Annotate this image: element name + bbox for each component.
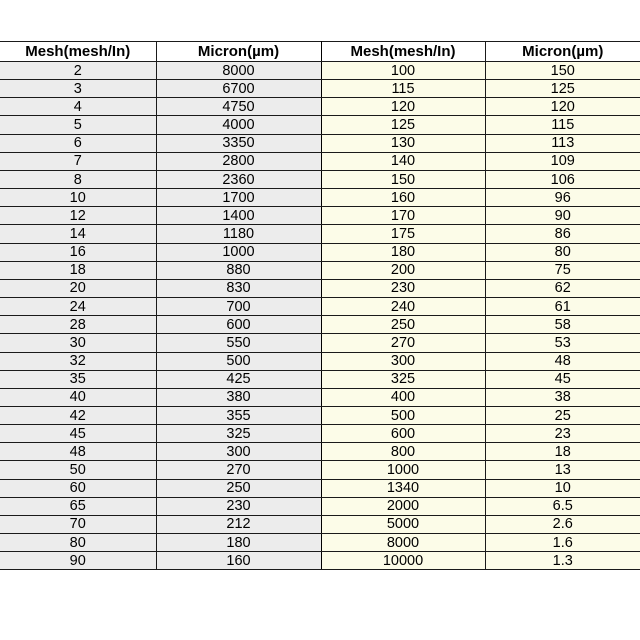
table-row [0, 334, 640, 352]
mesh-right-cell: 5000 [321, 515, 485, 533]
table-row [0, 189, 640, 207]
micron-right-cell: 38 [485, 388, 640, 406]
micron-right-cell: 86 [485, 225, 640, 243]
mesh-left-cell: 65 [0, 497, 156, 515]
mesh-left-cell: 8 [0, 170, 156, 188]
mesh-right-cell: 140 [321, 152, 485, 170]
micron-left-cell: 270 [156, 461, 321, 479]
header-micron-left: Micron(µm) [156, 42, 321, 62]
mesh-left-cell: 42 [0, 406, 156, 424]
mesh-left-cell: 24 [0, 298, 156, 316]
micron-right-cell: 53 [485, 334, 640, 352]
mesh-right-cell: 160 [321, 189, 485, 207]
header-micron-right: Micron(µm) [485, 42, 640, 62]
mesh-left-cell: 28 [0, 316, 156, 334]
micron-right-cell: 25 [485, 406, 640, 424]
micron-left-cell: 500 [156, 352, 321, 370]
mesh-left-cell: 70 [0, 515, 156, 533]
table-row [0, 98, 640, 116]
table-row [0, 62, 640, 80]
mesh-left-cell: 6 [0, 134, 156, 152]
micron-left-cell: 300 [156, 443, 321, 461]
micron-right-cell: 13 [485, 461, 640, 479]
mesh-left-cell: 20 [0, 279, 156, 297]
table-row [0, 388, 640, 406]
table-row [0, 443, 640, 461]
mesh-left-cell: 5 [0, 116, 156, 134]
mesh-right-cell: 240 [321, 298, 485, 316]
mesh-left-cell: 30 [0, 334, 156, 352]
table-row [0, 497, 640, 515]
mesh-right-cell: 180 [321, 243, 485, 261]
table-row [0, 134, 640, 152]
micron-left-cell: 1700 [156, 189, 321, 207]
table-row [0, 170, 640, 188]
micron-right-cell: 75 [485, 261, 640, 279]
mesh-left-cell: 16 [0, 243, 156, 261]
mesh-right-cell: 1000 [321, 461, 485, 479]
mesh-right-cell: 400 [321, 388, 485, 406]
mesh-right-cell: 170 [321, 207, 485, 225]
table-row [0, 243, 640, 261]
micron-left-cell: 250 [156, 479, 321, 497]
mesh-left-cell: 50 [0, 461, 156, 479]
table-row [0, 534, 640, 552]
mesh-right-cell: 150 [321, 170, 485, 188]
mesh-left-cell: 14 [0, 225, 156, 243]
mesh-left-cell: 80 [0, 534, 156, 552]
table-row [0, 352, 640, 370]
micron-right-cell: 90 [485, 207, 640, 225]
micron-right-cell: 23 [485, 425, 640, 443]
table-row [0, 261, 640, 279]
micron-left-cell: 4000 [156, 116, 321, 134]
header-mesh-left: Mesh(mesh/In) [0, 42, 156, 62]
mesh-right-cell: 125 [321, 116, 485, 134]
micron-left-cell: 380 [156, 388, 321, 406]
micron-right-cell: 115 [485, 116, 640, 134]
table-row [0, 461, 640, 479]
header-row [0, 42, 640, 62]
mesh-right-cell: 250 [321, 316, 485, 334]
micron-left-cell: 6700 [156, 80, 321, 98]
micron-left-cell: 1180 [156, 225, 321, 243]
table-row [0, 370, 640, 388]
table-body [0, 62, 640, 570]
mesh-right-cell: 500 [321, 406, 485, 424]
mesh-right-cell: 10000 [321, 552, 485, 570]
micron-right-cell: 150 [485, 62, 640, 80]
micron-right-cell: 48 [485, 352, 640, 370]
mesh-left-cell: 40 [0, 388, 156, 406]
micron-right-cell: 18 [485, 443, 640, 461]
mesh-micron-table [0, 41, 640, 570]
mesh-left-cell: 7 [0, 152, 156, 170]
micron-left-cell: 880 [156, 261, 321, 279]
micron-left-cell: 355 [156, 406, 321, 424]
micron-left-cell: 3350 [156, 134, 321, 152]
micron-left-cell: 212 [156, 515, 321, 533]
micron-right-cell: 106 [485, 170, 640, 188]
micron-right-cell: 61 [485, 298, 640, 316]
mesh-left-cell: 48 [0, 443, 156, 461]
micron-left-cell: 700 [156, 298, 321, 316]
micron-left-cell: 2800 [156, 152, 321, 170]
mesh-left-cell: 10 [0, 189, 156, 207]
micron-left-cell: 600 [156, 316, 321, 334]
mesh-right-cell: 800 [321, 443, 485, 461]
micron-right-cell: 62 [485, 279, 640, 297]
micron-left-cell: 2360 [156, 170, 321, 188]
micron-right-cell: 6.5 [485, 497, 640, 515]
table-row [0, 515, 640, 533]
mesh-left-cell: 3 [0, 80, 156, 98]
micron-left-cell: 230 [156, 497, 321, 515]
micron-right-cell: 58 [485, 316, 640, 334]
micron-right-cell: 113 [485, 134, 640, 152]
micron-right-cell: 10 [485, 479, 640, 497]
mesh-right-cell: 175 [321, 225, 485, 243]
mesh-right-cell: 120 [321, 98, 485, 116]
micron-right-cell: 2.6 [485, 515, 640, 533]
micron-left-cell: 160 [156, 552, 321, 570]
micron-right-cell: 80 [485, 243, 640, 261]
table-row [0, 279, 640, 297]
mesh-left-cell: 32 [0, 352, 156, 370]
micron-left-cell: 325 [156, 425, 321, 443]
micron-left-cell: 1400 [156, 207, 321, 225]
header-mesh-right: Mesh(mesh/In) [321, 42, 485, 62]
mesh-right-cell: 200 [321, 261, 485, 279]
mesh-left-cell: 4 [0, 98, 156, 116]
mesh-left-cell: 12 [0, 207, 156, 225]
mesh-right-cell: 130 [321, 134, 485, 152]
table-row [0, 80, 640, 98]
micron-left-cell: 425 [156, 370, 321, 388]
mesh-right-cell: 115 [321, 80, 485, 98]
micron-right-cell: 96 [485, 189, 640, 207]
mesh-right-cell: 2000 [321, 497, 485, 515]
table-row [0, 298, 640, 316]
micron-left-cell: 8000 [156, 62, 321, 80]
mesh-right-cell: 325 [321, 370, 485, 388]
mesh-left-cell: 18 [0, 261, 156, 279]
mesh-right-cell: 230 [321, 279, 485, 297]
table-row [0, 225, 640, 243]
mesh-right-cell: 1340 [321, 479, 485, 497]
table-row [0, 479, 640, 497]
mesh-left-cell: 90 [0, 552, 156, 570]
micron-left-cell: 830 [156, 279, 321, 297]
table-row [0, 207, 640, 225]
micron-right-cell: 125 [485, 80, 640, 98]
mesh-left-cell: 35 [0, 370, 156, 388]
table-row [0, 406, 640, 424]
table-row [0, 552, 640, 570]
mesh-left-cell: 2 [0, 62, 156, 80]
mesh-right-cell: 300 [321, 352, 485, 370]
table-row [0, 425, 640, 443]
table-row [0, 152, 640, 170]
micron-right-cell: 120 [485, 98, 640, 116]
micron-left-cell: 1000 [156, 243, 321, 261]
table-row [0, 116, 640, 134]
mesh-right-cell: 270 [321, 334, 485, 352]
micron-left-cell: 180 [156, 534, 321, 552]
mesh-right-cell: 100 [321, 62, 485, 80]
mesh-right-cell: 8000 [321, 534, 485, 552]
micron-left-cell: 4750 [156, 98, 321, 116]
micron-right-cell: 1.6 [485, 534, 640, 552]
mesh-left-cell: 60 [0, 479, 156, 497]
table-row [0, 316, 640, 334]
mesh-left-cell: 45 [0, 425, 156, 443]
micron-right-cell: 1.3 [485, 552, 640, 570]
mesh-right-cell: 600 [321, 425, 485, 443]
micron-right-cell: 45 [485, 370, 640, 388]
micron-left-cell: 550 [156, 334, 321, 352]
micron-right-cell: 109 [485, 152, 640, 170]
